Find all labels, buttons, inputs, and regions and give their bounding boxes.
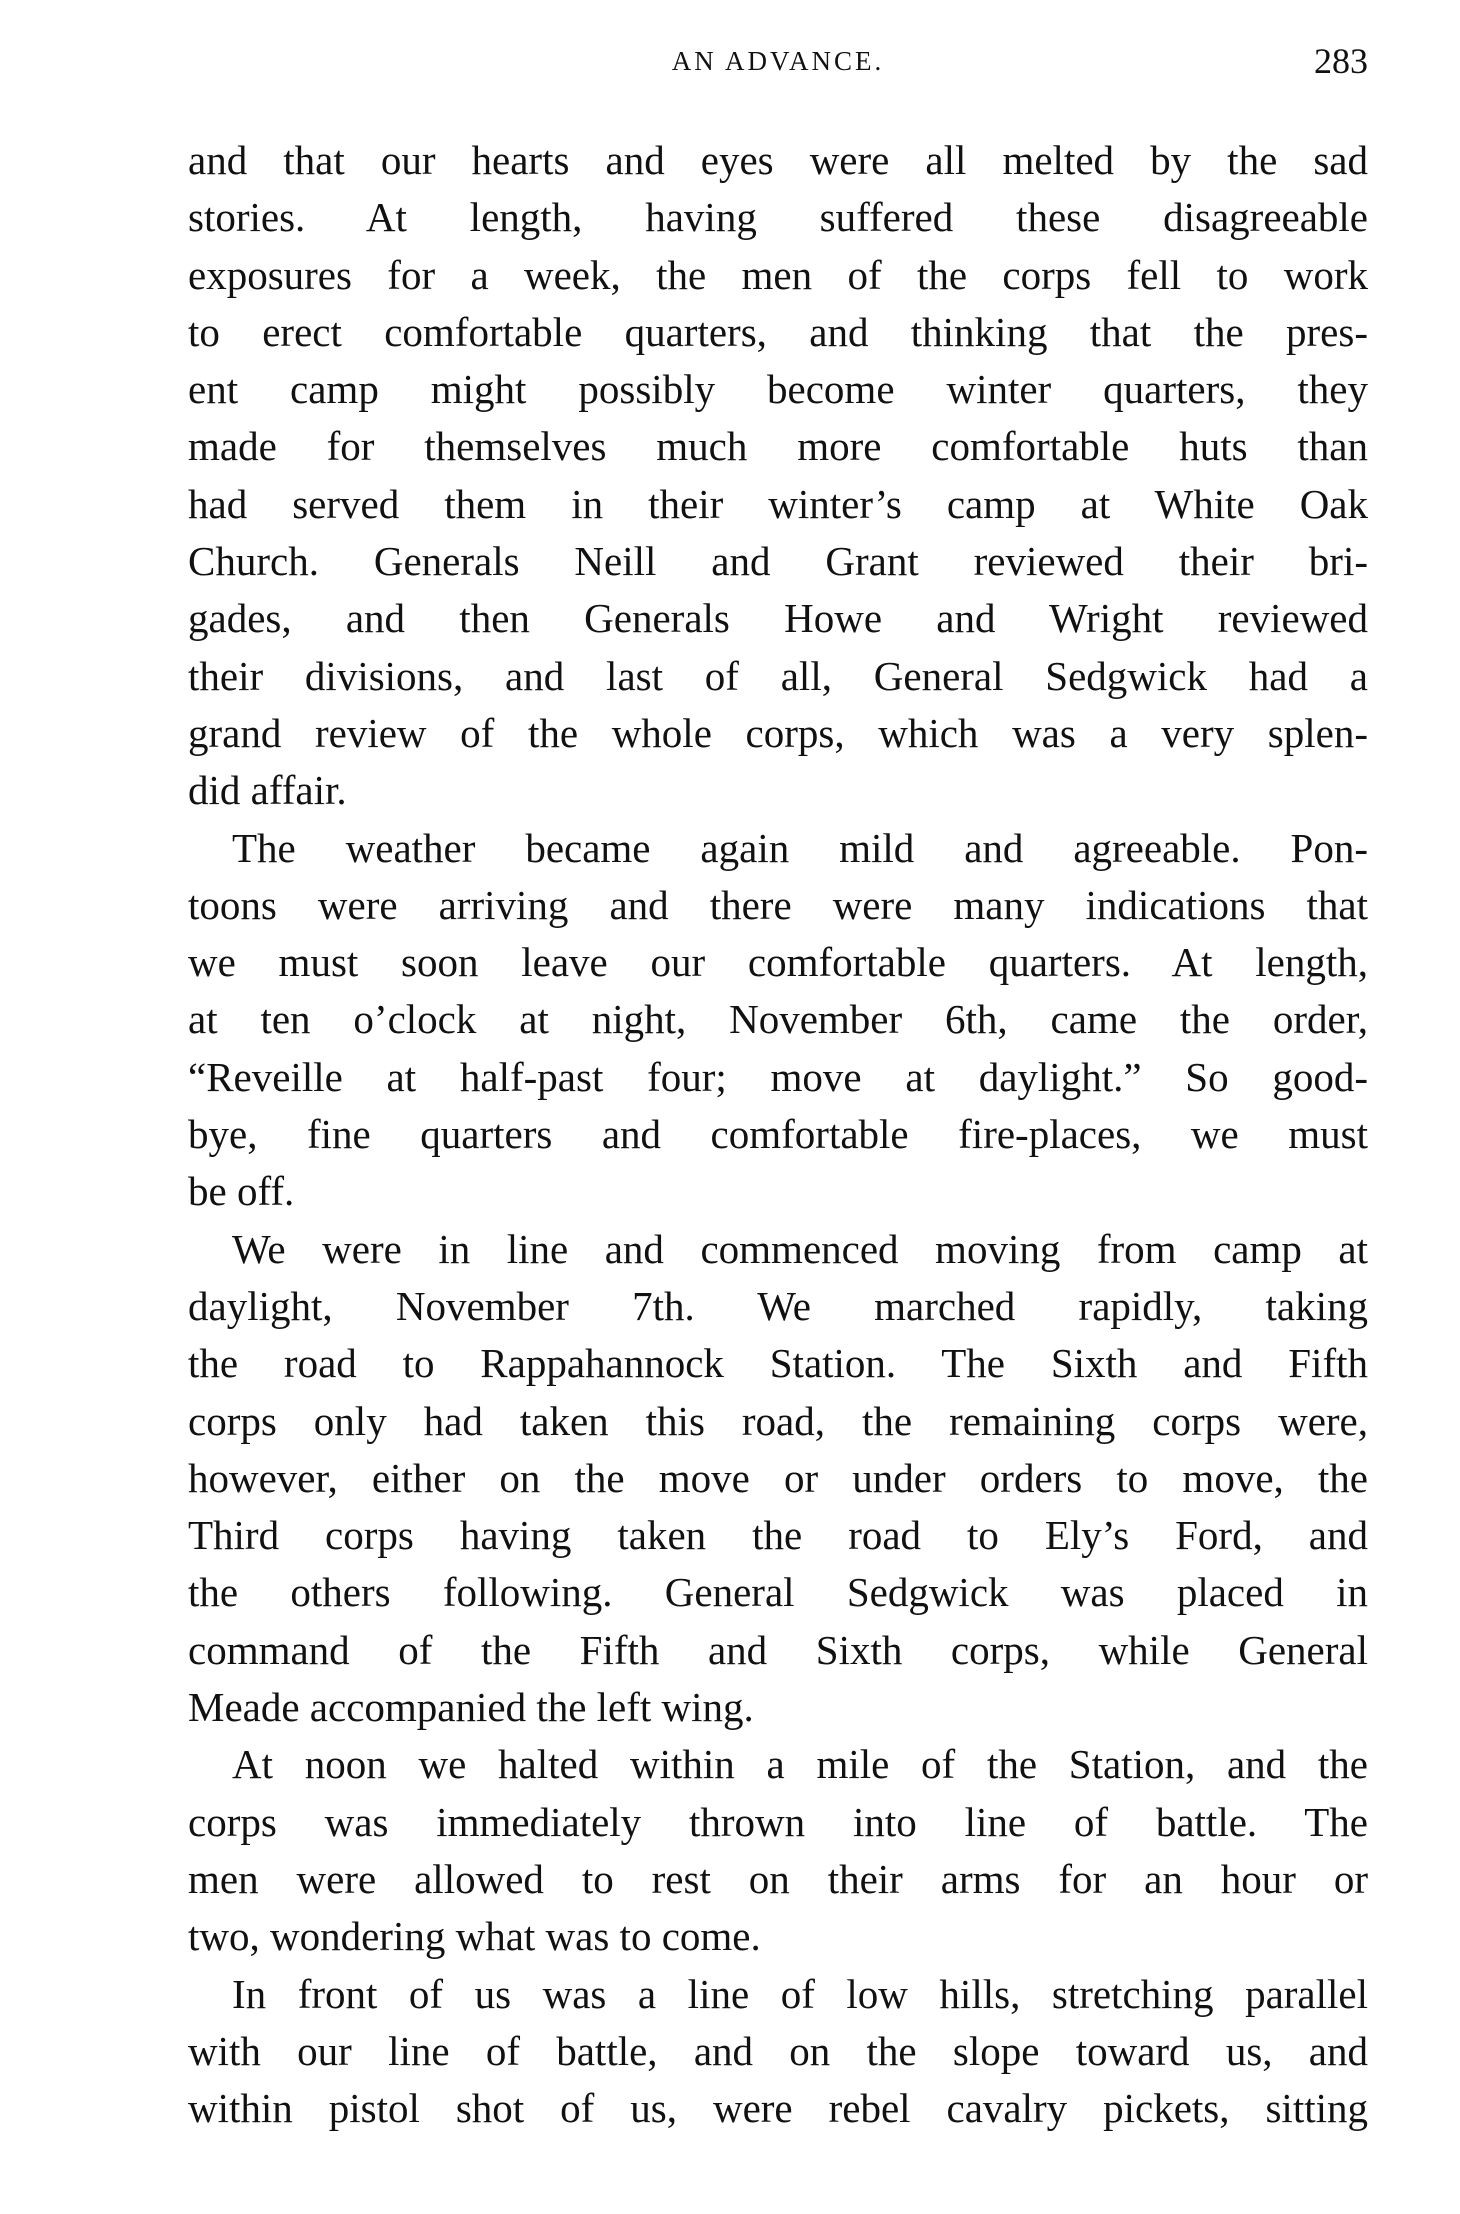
text-line: the road to Rappahannock Station. The Sixth and Fifth bbox=[188, 1340, 1368, 1387]
text-line: bye, fine quarters and comfortable fire-places, we must bbox=[188, 1111, 1368, 1158]
text-line: stories. At length, having suffered these disagreeable bbox=[188, 194, 1368, 241]
paragraph bbox=[188, 1966, 1368, 2138]
text-line: with our line of battle, and on the slope toward us, and bbox=[188, 2027, 1368, 2074]
text-line: within pistol shot of us, were rebel cavalry pickets, sitting bbox=[188, 2085, 1368, 2132]
text-line: Meade accompanied the left wing. bbox=[188, 1684, 754, 1731]
paragraph bbox=[188, 132, 1368, 820]
paragraph bbox=[188, 1736, 1368, 1965]
page-number: 283 bbox=[1314, 41, 1368, 81]
text-line: did affair. bbox=[188, 767, 347, 814]
text-line: Church. Generals Neill and Grant reviewed their bri- bbox=[188, 538, 1368, 585]
text-line: We were in line and commenced moving from camp at bbox=[232, 1225, 1368, 1272]
text-line: command of the Fifth and Sixth corps, while General bbox=[188, 1626, 1368, 1673]
text-line: “Reveille at half-past four; move at daylight.” So good- bbox=[188, 1053, 1368, 1100]
text-line: corps only had taken this road, the remaining corps were, bbox=[188, 1397, 1368, 1444]
text-line: be off. bbox=[188, 1168, 295, 1215]
text-line: two, wondering what was to come. bbox=[188, 1913, 761, 1960]
text-line: In front of us was a line of low hills, stretching parallel bbox=[232, 1970, 1368, 2017]
text-line: grand review of the whole corps, which was a very splen- bbox=[188, 709, 1368, 756]
text-line: daylight, November 7th. We marched rapidly, taking bbox=[188, 1282, 1368, 1329]
text-line: we must soon leave our comfortable quarters. At length, bbox=[188, 939, 1368, 986]
text-line: had served them in their winter’s camp at White Oak bbox=[188, 480, 1368, 527]
text-line: Third corps having taken the road to Ely’s Ford, and bbox=[188, 1512, 1368, 1559]
text-line: The weather became again mild and agreeable. Pon- bbox=[232, 824, 1368, 871]
running-header bbox=[188, 40, 1368, 90]
text-line: corps was immediately thrown into line of battle. The bbox=[188, 1798, 1368, 1845]
text-line: at ten o’clock at night, November 6th, came the order, bbox=[188, 996, 1368, 1043]
page-body bbox=[188, 132, 1368, 2137]
text-line: and that our hearts and eyes were all melted by the sad bbox=[188, 137, 1368, 183]
text-line: made for themselves much more comfortable huts than bbox=[188, 423, 1368, 470]
text-line: toons were arriving and there were many indications that bbox=[188, 881, 1368, 928]
text-line: their divisions, and last of all, General Sedgwick had a bbox=[188, 652, 1368, 699]
text-line: to erect comfortable quarters, and thinking that the pres- bbox=[188, 308, 1368, 355]
text-line: men were allowed to rest on their arms for an hour or bbox=[188, 1855, 1368, 1902]
text-line: however, either on the move or under orders to move, the bbox=[188, 1454, 1368, 1501]
text-line: ent camp might possibly become winter quarters, they bbox=[188, 366, 1368, 413]
paragraph bbox=[188, 820, 1368, 1221]
text-line: gades, and then Generals Howe and Wright reviewed bbox=[188, 595, 1368, 642]
running-title: AN ADVANCE. bbox=[671, 46, 885, 76]
text-line: the others following. General Sedgwick was placed in bbox=[188, 1569, 1368, 1616]
text-line: At noon we halted within a mile of the Station, and the bbox=[232, 1741, 1368, 1788]
text-line: exposures for a week, the men of the corps fell to work bbox=[188, 251, 1368, 298]
paragraph bbox=[188, 1221, 1368, 1737]
